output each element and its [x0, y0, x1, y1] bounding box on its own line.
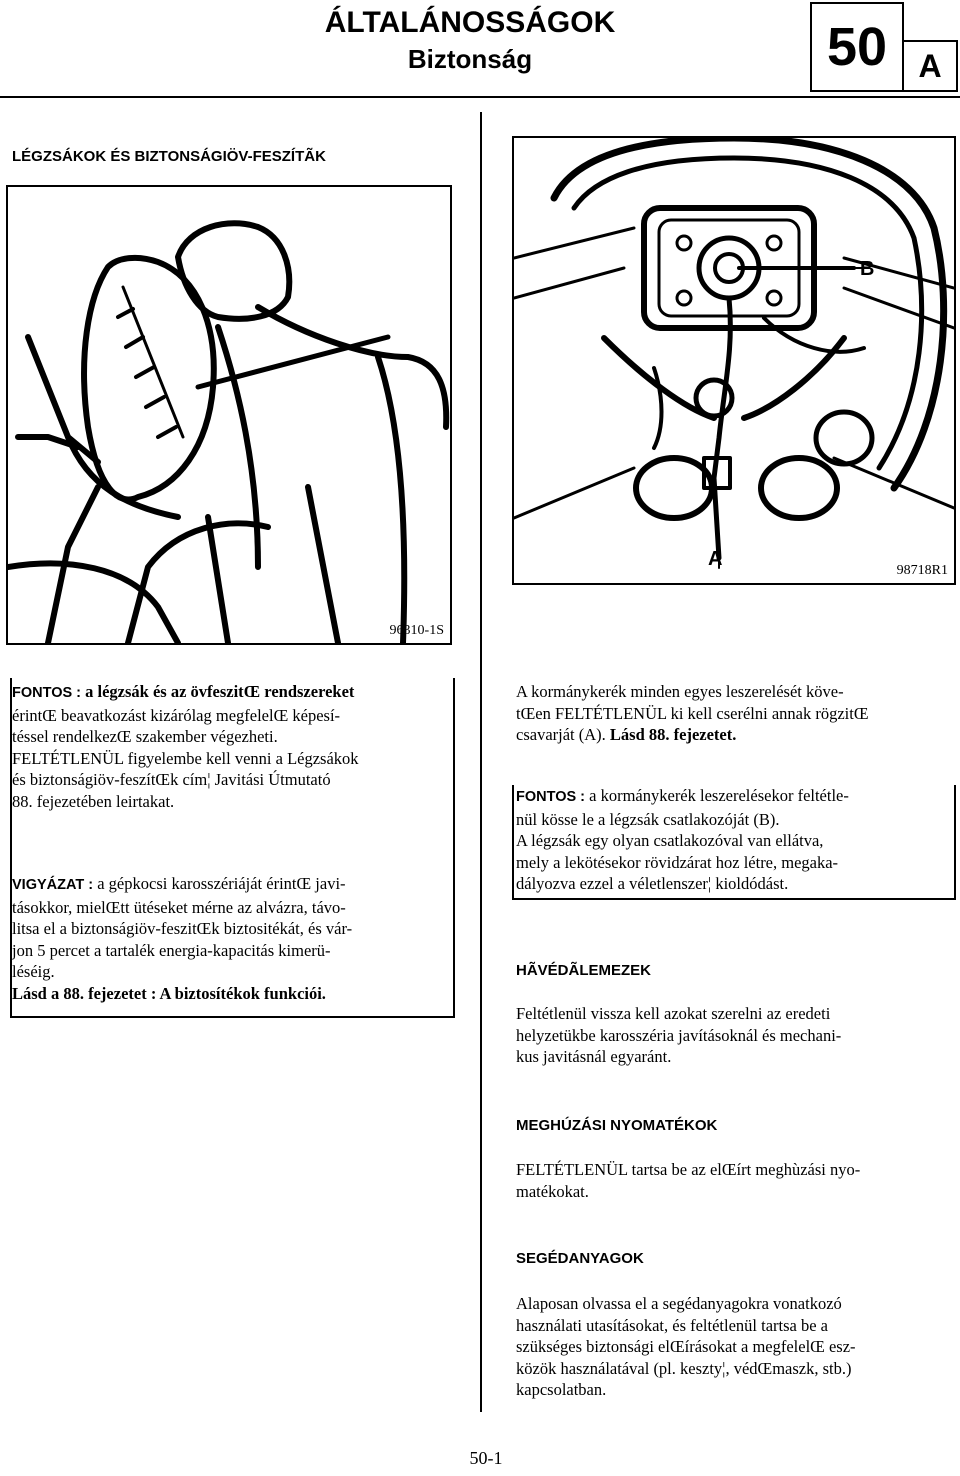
callout-b: B — [860, 258, 875, 280]
consumables-heading: SEGÉDANYAGOK — [516, 1250, 644, 1267]
important-line: 88. fejezetében leirtakat. — [12, 791, 175, 811]
important-label: FONTOS : — [516, 789, 586, 805]
section-badge — [810, 2, 956, 90]
warning-line: tásokkor, mielŒtt ütéseket mérne az alvázra, távo- — [12, 897, 346, 917]
intro-line: tŒen FELTÉTLENÜL ki kell cserélni annak rögzitŒ — [516, 703, 869, 723]
torque-text — [516, 1159, 956, 1202]
header-divider — [0, 96, 960, 98]
important-line: mely a lekötésekor rövidzárat hoz létre, megaka- — [516, 852, 839, 872]
important-line: a légzsák és az övfeszitŒ rendszereket — [85, 682, 355, 701]
warning-line: a gépkocsi karosszériáját érintŒ javi- — [97, 874, 346, 893]
important-note-right — [516, 785, 954, 895]
important-line: érintŒ beavatkozást kizárólag megfelelŒ képesí- — [12, 705, 341, 725]
intro-reference: Lásd 88. fejezetet. — [609, 725, 737, 744]
torque-heading: MEGHÚZÁSI NYOMATÉKOK — [516, 1117, 718, 1134]
consumables-line: kapcsolatban. — [516, 1380, 607, 1399]
consumables-line: szükséges biztonsági elŒírásokat a megfelelŒ esz- — [516, 1337, 856, 1356]
insulation-line: helyzetükbe karosszéria javításoknál és mechani- — [516, 1025, 842, 1045]
right-figure-ref: 98718R1 — [896, 563, 948, 578]
left-figure-ref: 96310-1S — [389, 623, 444, 638]
insulation-line: kus javitásnál egyaránt. — [516, 1047, 672, 1066]
page-title: ÁLTALÁNOSSÁGOK — [324, 6, 616, 39]
consumables-line: használati utasításokat, és feltétlenül tartsa be a — [516, 1315, 829, 1335]
airbag-heading: LÉGZSÁKOK ÉS BIZTONSÁGIÖV-FESZÍTÃK — [12, 148, 326, 165]
consumables-text — [516, 1293, 956, 1401]
warning-line: jon 5 percet a tartalék energia-kapacitás kimerü- — [12, 940, 331, 960]
important-line: téssel rendelkezŒ szakember végezheti. — [12, 727, 278, 746]
important-note-left — [12, 681, 452, 812]
steering-wheel-illustration — [512, 136, 956, 585]
page-number: 50-1 — [469, 1448, 503, 1468]
important-label: FONTOS : — [12, 685, 82, 701]
airbag-illustration — [6, 185, 452, 645]
consumables-line: Alaposan olvassa el a segédanyagokra vonatkozó — [516, 1294, 842, 1313]
warning-label: VIGYÁZAT : — [12, 877, 94, 893]
intro-line: csavarját (A). — [516, 725, 606, 744]
important-line: FELTÉTLENÜL figyelembe kell venni a Légzsákok — [12, 748, 359, 768]
section-number: 50 — [810, 2, 904, 92]
warning-line: litsa el a biztonságiöv-feszitŒk biztositékát, és vár- — [12, 919, 353, 938]
important-line: a kormánykerék leszerelésekor feltétle- — [589, 786, 849, 805]
warning-note — [12, 873, 452, 1004]
torque-line: FELTÉTLENÜL tartsa be az elŒírt meghùzási nyo- — [516, 1160, 861, 1179]
steering-wheel-note — [516, 681, 956, 746]
column-divider — [480, 112, 482, 1412]
warning-reference: Lásd a 88. fejezetet : A biztosítékok funkciói. — [12, 983, 326, 1003]
airbag-drawing — [8, 187, 450, 643]
consumables-line: közök használatával (pl. keszty¦, védŒmaszk, stb.) — [516, 1358, 852, 1378]
insulation-line: Feltétlenül vissza kell azokat szerelni az eredeti — [516, 1004, 831, 1023]
important-line: és biztonságiöv-feszítŒk cím¦ Javitási Útmutató — [12, 770, 331, 789]
important-line: A légzsák egy olyan csatlakozóval van ellátva, — [516, 831, 824, 850]
important-line: nül kösse le a légzsák csatlakozóját (B). — [516, 809, 780, 829]
insulation-text — [516, 1003, 956, 1068]
warning-line: léséig. — [12, 962, 55, 981]
important-line: dályozva ezzel a véletlenszer¦ kioldódást. — [516, 874, 789, 893]
section-letter: A — [902, 40, 958, 92]
intro-line: A kormánykerék minden egyes leszerelését köve- — [516, 682, 844, 701]
torque-line: matékokat. — [516, 1181, 589, 1201]
steering-wheel-drawing — [514, 138, 954, 583]
callout-a: A — [708, 548, 723, 570]
insulation-heading: HÃVÉDÃLEMEZEK — [516, 962, 652, 979]
page-subtitle: Biztonság — [407, 44, 533, 74]
